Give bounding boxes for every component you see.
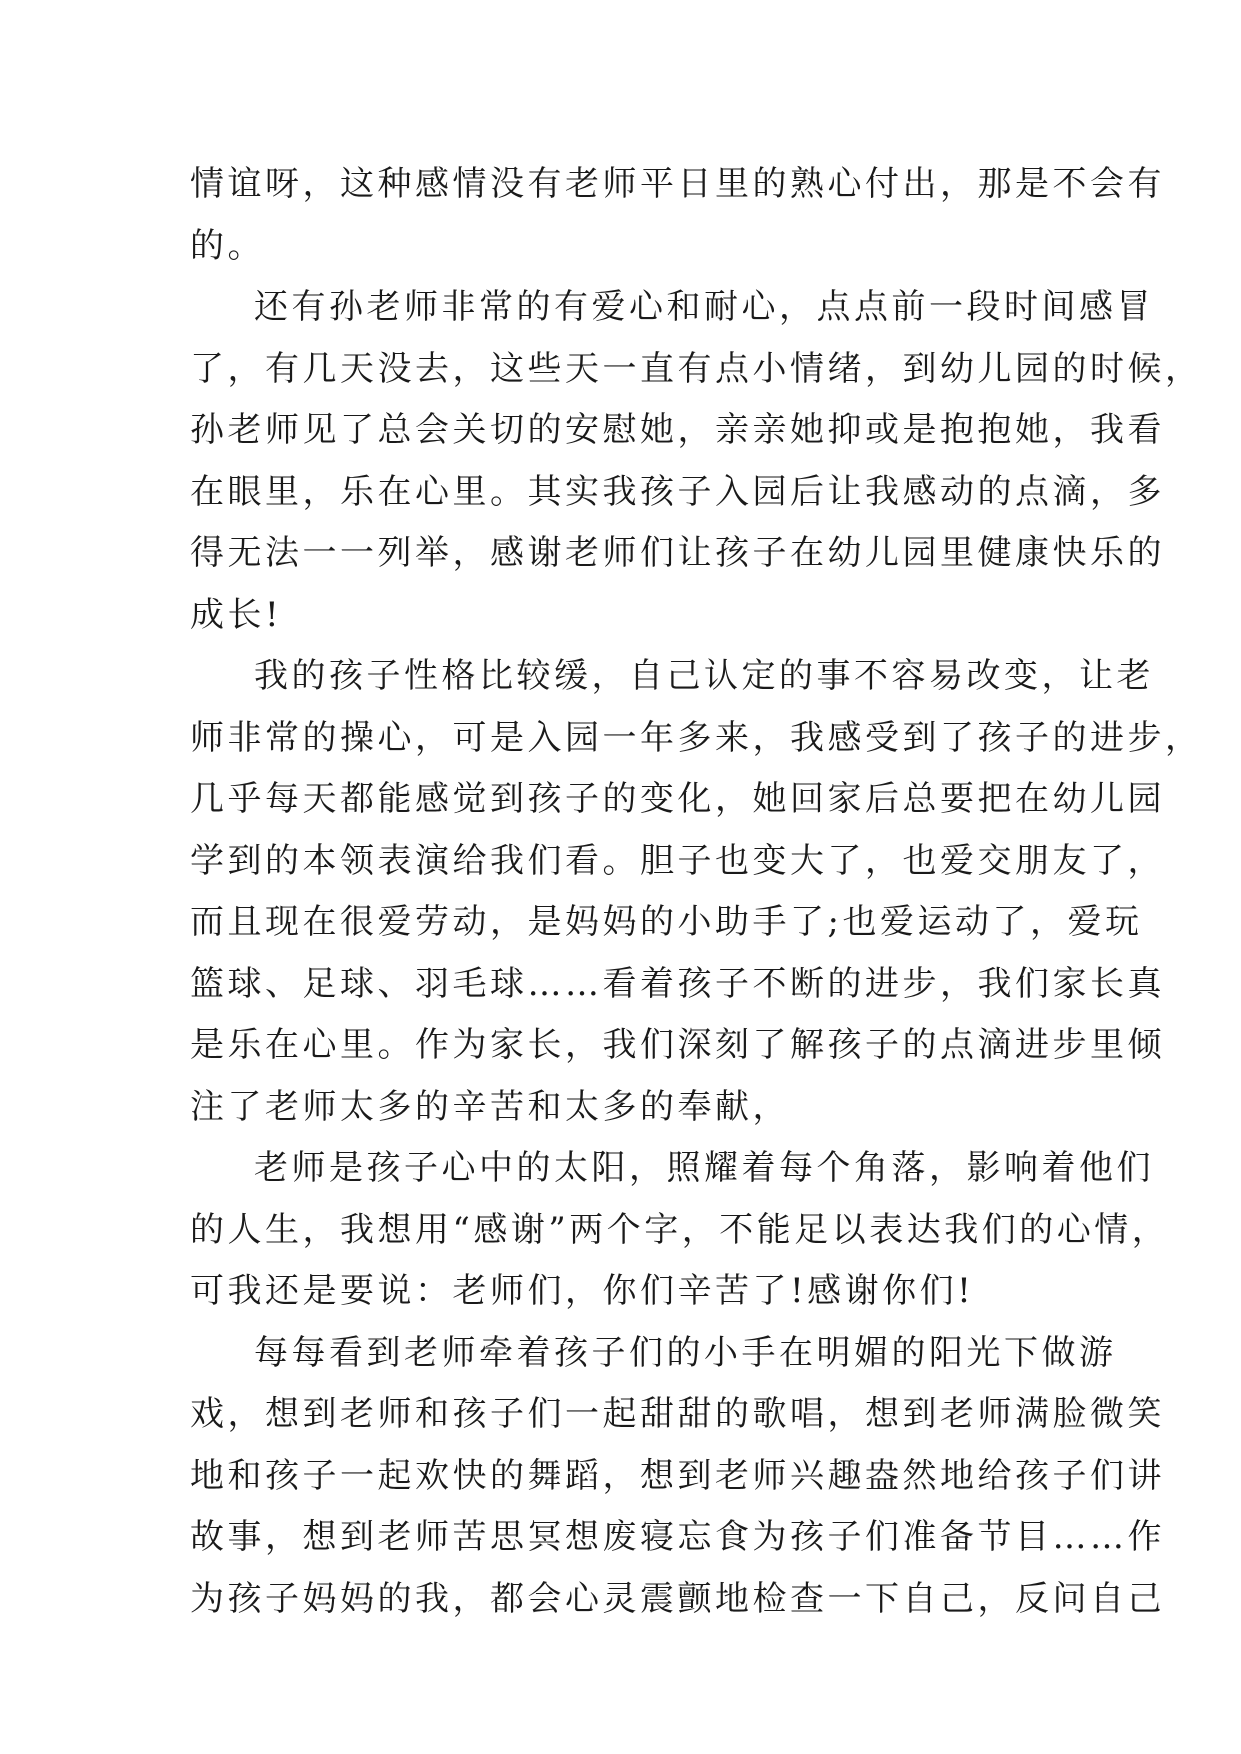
paragraph-start-line: 还有孙老师非常的有爱心和耐心，点点前一段时间感冒 (254, 287, 1154, 327)
body-text (190, 154, 1203, 1630)
paragraph-start-line: 每每看到老师牵着孩子们的小手在明媚的阳光下做游 (254, 1332, 1117, 1373)
text-line: 注了老师太多的辛苦和太多的奉献， (190, 1086, 790, 1127)
text-line: 成长! (190, 594, 283, 635)
paragraph-start-line: 老师是孩子心中的太阳，照耀着每个角落，影响着他们 (254, 1148, 1154, 1188)
text-line: 孙老师见了总会关切的安慰她，亲亲她抑或是抱抱她，我看 (190, 410, 1165, 450)
text-line: 几乎每天都能感觉到孩子的变化，她回家后总要把在幼儿园 (190, 779, 1165, 819)
text-line: 戏，想到老师和孩子们一起甜甜的歌唱，想到老师满脸微笑 (190, 1394, 1165, 1434)
text-line: 地和孩子一起欢快的舞蹈，想到老师兴趣盎然地给孩子们讲 (190, 1455, 1165, 1496)
text-line: 故事，想到老师苦思冥想废寝忘食为孩子们准备节目……作 (190, 1517, 1165, 1557)
text-line: 情谊呀，这种感情没有老师平日里的熟心付出，那是不会有 (190, 164, 1165, 204)
text-line: 师非常的操心，可是入园一年多来，我感受到了孩子的进步， (190, 717, 1203, 758)
text-line: 为孩子妈妈的我，都会心灵震颤地检查一下自己，反问自己 (190, 1578, 1165, 1619)
text-line: 的人生，我想用“感谢”两个字，不能足以表达我们的心情， (190, 1209, 1170, 1250)
text-line: 得无法一一列举，感谢老师们让孩子在幼儿园里健康快乐的 (190, 533, 1165, 573)
text-line: 是乐在心里。作为家长，我们深刻了解孩子的点滴进步里倾 (190, 1025, 1165, 1065)
paragraph-start-line: 我的孩子性格比较缓，自己认定的事不容易改变，让老 (254, 656, 1154, 696)
text-line: 了，有几天没去，这些天一直有点小情绪，到幼儿园的时候， (190, 348, 1203, 389)
text-line: 可我还是要说：老师们，你们辛苦了!感谢你们! (190, 1271, 975, 1311)
text-line: 篮球、足球、羽毛球……看着孩子不断的进步，我们家长真 (190, 963, 1165, 1004)
text-line: 的。 (190, 225, 265, 266)
text-line: 而且现在很爱劳动，是妈妈的小助手了;也爱运动了，爱玩 (190, 902, 1143, 942)
text-line: 学到的本领表演给我们看。胆子也变大了，也爱交朋友了， (190, 840, 1165, 881)
text-line: 在眼里，乐在心里。其实我孩子入园后让我感动的点滴，多 (190, 471, 1165, 512)
